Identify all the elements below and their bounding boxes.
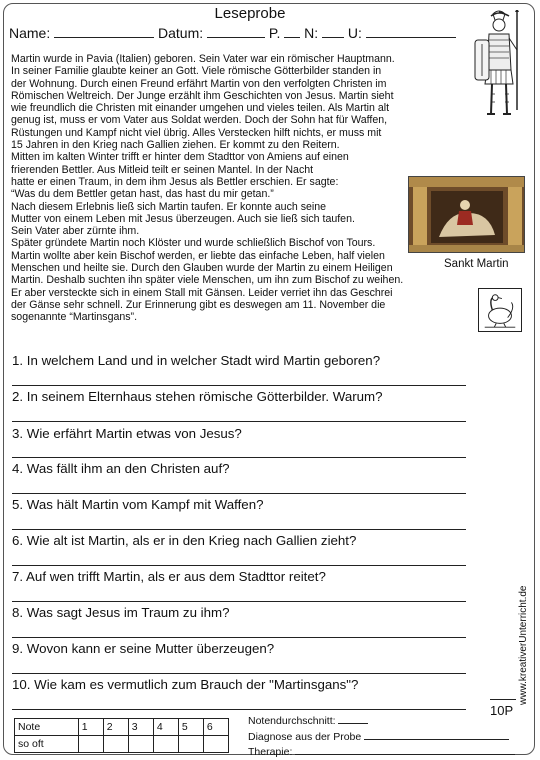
question-10: 10. Wie kam es vermutlich zum Brauch der "Martinsgans"? [12, 677, 359, 692]
question-4: 4. Was fällt ihm an den Christen auf? [12, 461, 230, 476]
story-line: Martin. Deshalb suchten ihn später viele Menschen, um ihn zum Bischof zu weihen. [11, 274, 404, 287]
story-line: der Wohnung. Durch einen Freund erfährt Martin von den verfolgten Christen im [11, 77, 387, 90]
answer-line-3[interactable] [12, 457, 466, 458]
story-line: Rüstungen und Kampf nicht viel übrig. Alles Verstecken hilft nichts, er muss mit [11, 126, 382, 139]
p-label: P. [268, 25, 281, 41]
count-cell[interactable] [128, 736, 153, 753]
question-1: 1. In welchem Land und in welcher Stadt wird Martin geboren? [12, 353, 381, 368]
average-blank[interactable] [338, 713, 368, 724]
story-line: 15 Jahren in den Krieg nach Gallien ziehen. Er kommt zu den Reitern. [11, 139, 340, 152]
grade-cell: 1 [78, 719, 103, 736]
answer-line-9[interactable] [12, 673, 466, 674]
u-label: U: [347, 25, 362, 41]
name-label: Name: [9, 25, 51, 41]
answer-line-7[interactable] [12, 601, 466, 602]
answer-line-8[interactable] [12, 637, 466, 638]
grade-cell: 2 [103, 719, 128, 736]
story-line: hatte er einen Traum, in dem ihm Jesus als Bettler erschien. Er sagte: [11, 175, 339, 188]
question-6: 6. Wie alt ist Martin, als er in den Krieg nach Gallien zieht? [12, 533, 357, 548]
story-line: wie freundlich die Christen mit einander umgehen und vieles teilen. Als Martin alt [11, 102, 390, 115]
question-5: 5. Was hält Martin vom Kampf mit Waffen? [12, 497, 264, 512]
answer-line-2[interactable] [12, 421, 466, 422]
story-line: In seiner Familie glaubte keiner an Gott. Viele römische Götterbilder standen in [11, 65, 382, 78]
question-8: 8. Was sagt Jesus im Traum zu ihm? [12, 605, 230, 620]
story-line: der Gänse sehr schnell. Zur Erinnerung gibt es deswegen am 11. November die [11, 298, 386, 311]
therapy-field [248, 744, 515, 758]
count-cell: so oft [15, 736, 79, 753]
grade-cell: 5 [178, 719, 203, 736]
story-line: sogenannte “Martinsgans”. [11, 311, 138, 324]
count-cell[interactable] [178, 736, 203, 753]
n-blank[interactable] [322, 27, 344, 38]
count-cell[interactable] [103, 736, 128, 753]
goose-illustration [478, 288, 522, 332]
question-9: 9. Wovon kann er seine Mutter überzeugen? [12, 641, 275, 656]
average-label: Notendurchschnitt: [248, 715, 336, 727]
answer-line-5[interactable] [12, 529, 466, 530]
datum-label: Datum: [158, 25, 204, 41]
saint-martin-photo [408, 176, 525, 253]
grade-table [14, 718, 229, 753]
grade-cell: Note [15, 719, 79, 736]
story-line: Sein Vater aber zürnte ihm. [11, 225, 140, 238]
answer-line-10[interactable] [12, 709, 466, 710]
grade-row [15, 719, 229, 736]
u-blank[interactable] [366, 27, 456, 38]
datum-blank[interactable] [207, 27, 265, 38]
diagnosis-label: Diagnose aus der Probe [248, 731, 362, 743]
image-caption: Sankt Martin [444, 258, 509, 270]
grade-cell: 3 [128, 719, 153, 736]
count-cell[interactable] [78, 736, 103, 753]
story-line: Mutter von einem Leben mit Jesus überzeugen. Auch sie ließ sich taufen. [11, 212, 355, 225]
count-cell[interactable] [203, 736, 228, 753]
answer-line-6[interactable] [12, 565, 466, 566]
diagnosis-field [248, 729, 509, 743]
question-2: 2. In seinem Elternhaus stehen römische Götterbilder. Warum? [12, 389, 383, 404]
diagnosis-blank[interactable] [364, 729, 509, 740]
answer-line-1[interactable] [12, 385, 466, 386]
count-cell[interactable] [153, 736, 178, 753]
question-7: 7. Auf wen trifft Martin, als er aus dem Stadttor reitet? [12, 569, 326, 584]
average-field [248, 713, 368, 727]
name-blank[interactable] [54, 27, 154, 38]
answer-line-4[interactable] [12, 493, 466, 494]
story-line: “Was du dem Bettler getan hast, das hast du mir getan.” [11, 188, 274, 201]
story-line: Römischen Weltreich. Der Junge erzählt ihm Geschichten von Jesus. Martin sieht [11, 89, 394, 102]
story-line: genug ist, muss er vom Vater aus Soldat werden. Doch der Sohn hat für Waffen, [11, 114, 388, 127]
n-label: N: [304, 25, 319, 41]
therapy-blank[interactable] [295, 744, 515, 755]
story-line: Menschen und heilte sie. Durch den Glauben wurde der Martin zu einem Heiligen [11, 262, 393, 275]
grade-cell: 4 [153, 719, 178, 736]
story-line: Er aber versteckte sich in einem Stall mit Gänsen. Leider verriet ihn das Geschrei [11, 286, 393, 299]
points-total: 10P [490, 703, 514, 718]
roman-soldier-illustration [469, 10, 529, 128]
p-blank[interactable] [284, 27, 300, 38]
story-line: Nach diesem Erlebnis ließ sich Martin taufen. Er konnte auch seine [11, 200, 327, 213]
story-line: Mitten im kalten Winter trifft er hinter dem Stadttor von Amiens auf einen [11, 151, 349, 164]
story-line: Martin wurde in Pavia (Italien) geboren. Sein Vater war ein römischer Hauptmann. [11, 53, 395, 65]
story-text [11, 53, 403, 324]
story-line: Später gründete Martin noch Klöster und wurde schließlich Bischof von Tours. [11, 237, 376, 250]
question-3: 3. Wie erfährt Martin etwas von Jesus? [12, 426, 242, 441]
grade-cell: 6 [203, 719, 228, 736]
page-title: Leseprobe [214, 5, 286, 22]
student-info-header [9, 25, 456, 41]
source-url: www.kreativerUnterricht.de [518, 585, 529, 705]
story-line: frierenden Bettler. Aus Mitleid teilt er seinen Mantel. In der Nacht [11, 163, 314, 176]
count-row [15, 736, 229, 753]
therapy-label: Therapie: [248, 746, 293, 758]
story-line: Martin wollte aber kein Bischof werden, er liebte das einfache Leben, half vielen [11, 249, 385, 262]
